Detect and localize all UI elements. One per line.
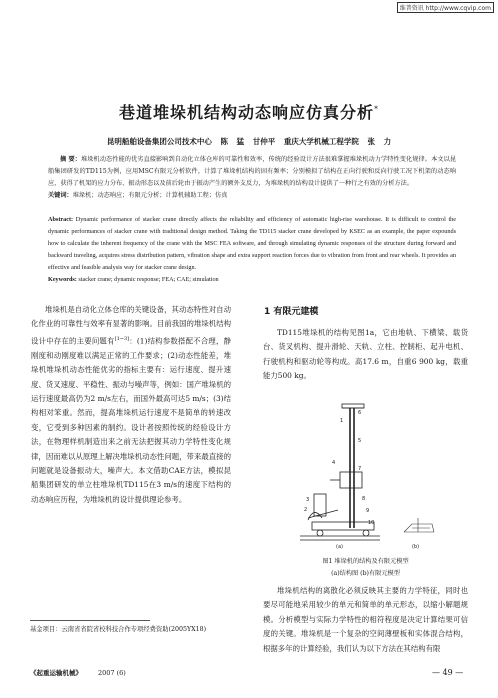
callout-4: 4 xyxy=(332,460,336,466)
figure-caption xyxy=(263,556,468,580)
figure-caption-sub: (a)结构图 (b)有限元模型 xyxy=(331,570,400,577)
paper-title xyxy=(0,100,498,123)
author-affiliations: 昆明船舶设备集团公司技术中心 陈 猛 甘仲平 重庆大学机械工程学院 张 力 xyxy=(106,137,392,146)
abstract-en-text: Dynamic performance of stacker crane directly affects the reliability and efficiency of automatic high-rise warehouse. It is difficult to control the dynamic performances of stacker crane with traditional design method. Taking the TD115 stacker crane developed by KSEC as an example, the paper expounds how to calculate the inherent frequency of the crane with the MSC FEA software, and through simulating dynamic responses of the structure during forward and backward traveling, acquires stress distribution pattern, vibration shape and extra support reaction forces due to vibration from front and rear wheels. It provides an effective and feasible analysis way for stacker crane design. xyxy=(48,216,457,271)
watermark: 维普资讯 http://www.cqvip.com xyxy=(397,2,494,13)
journal-issue: 2007 (6) xyxy=(98,669,126,677)
subfigure-label-b: (b) xyxy=(412,544,420,550)
citation-ref: [1~3] xyxy=(114,335,130,342)
section-paragraph-1: TD115堆垛机的结构见图1a，它由地轨、下横梁、载货台、货叉机构、提升滑轮、天轨、立柱、控制柜、起升电机、行驶机构和驱动轮等构成。高17.6 m，自重6 900 kg，载重能力500 kg。 xyxy=(263,328,468,381)
page-number: — 49 — xyxy=(432,668,464,677)
footnote-divider xyxy=(30,620,150,621)
section-paragraph-2: 堆垛机结构的离散化必须反映其主要的力学特征，同时也要尽可能地采用较少的单元和简单的单元形态，以缩小解题规模。分析模型与实际力学特性的相符程度是决定计算结果可信度的关键。堆垛机是一个复杂的空间薄壁板和实体混合结构，根据多年的计算经验，我们认为以下方法在其结构有限 xyxy=(263,586,468,653)
callout-3: 3 xyxy=(306,497,310,503)
figure-caption-title: 图1 堆垛机的结构及有限元模型 xyxy=(322,558,409,565)
callout-1: 1 xyxy=(340,418,344,424)
figure-callout-labels xyxy=(304,410,374,526)
funding-footnote: 基金项目：云南省省院省校科技合作专项经费资助(2005YX18) xyxy=(30,626,207,633)
keywords-en-label: Keywords: xyxy=(48,276,77,283)
journal-footer xyxy=(30,668,126,677)
fem-model-drawing-b xyxy=(404,518,434,532)
callout-8: 8 xyxy=(362,496,366,502)
keywords-cn-label: 关键词： xyxy=(48,192,73,199)
keywords-en-text: stacker crane; dynamic response; FEA; CAE; simulation xyxy=(78,276,219,283)
stacker-crane-figure xyxy=(292,400,442,550)
abstract-cn-label: 摘 要： xyxy=(60,156,81,163)
callout-7: 7 xyxy=(358,466,362,472)
paper-title-text: 巷道堆垛机结构动态响应仿真分析 xyxy=(118,103,374,122)
callout-9: 9 xyxy=(366,508,370,514)
callout-2: 2 xyxy=(304,507,308,513)
callout-10: 10 xyxy=(368,520,375,526)
title-footnote-mark: * xyxy=(374,104,379,114)
keywords-cn-text: 堆垛机；动态响应；有限元分析；计算机辅助工程；仿真 xyxy=(72,192,228,199)
intro-text-after: ：(1)结构参数搭配不合理，静刚度和动刚度难以满足正常的工作要求；(2)动态性能差，堆垛机堆垛机动态性能优劣的指标主要有：运行速度、提升速度、货叉速度、平稳性、振动与噪声等，例如：国产堆垛机的运行速度最高仍为2 m/s左右，而国外最高可达5 m/s；(3)结构相对笨重。然而，提高堆垛机运行速度不是简单的转速改变，它受到多种因素的制约。设计者按照传统的经验设计方法，在物理样机制造出来之前无法把握其动力学特性变化规律，因而难以从原理上解决堆垛机动态性问题，带来最直接的问题就是设备振动大，噪声大。本文借助CAE方法，模拟昆船集团研发的单立柱堆垛机TD115在3 m/s的速度下结构的动态响应历程，为堆垛机的设计提供理论参考。 xyxy=(31,336,231,504)
callout-6: 6 xyxy=(358,410,362,416)
abstract-cn-text: 堆垛机动态性能的优劣直接影响到自动化立体仓库的可靠性和效率，传统的经验设计方法很难掌握堆垛机动力学特性变化规律。本文以昆船集团研发的TD115为例，应用MSC有限元分析软件，计算了堆垛机结构的固有频率；分别模拟了结构在正向行驶和反向行驶工况下机架的动态响应，获得了机架的应力分布、振动形态以及前后轮由于振动产生的额外支反力，为堆垛机的结构设计提供了一种行之有效的分析方法。 xyxy=(48,156,457,187)
callout-5: 5 xyxy=(358,438,362,444)
abstract-en-label: Abstract: xyxy=(48,216,74,223)
section-heading: 1 有限元建模 xyxy=(264,307,319,317)
intro-text-before: 堆垛机是自动化立体仓库的关键设备，其动态特性对自动化作业的可靠性与效率有显著的影响。目前我国的堆垛机结构设计中存在的主要问题有 xyxy=(31,305,231,346)
journal-name: 《起重运输机械》 xyxy=(30,669,82,677)
abstract-cn xyxy=(48,154,456,202)
intro-paragraph xyxy=(31,303,231,507)
subfigure-label-a: (a) xyxy=(336,544,343,550)
abstract-en xyxy=(48,214,456,286)
